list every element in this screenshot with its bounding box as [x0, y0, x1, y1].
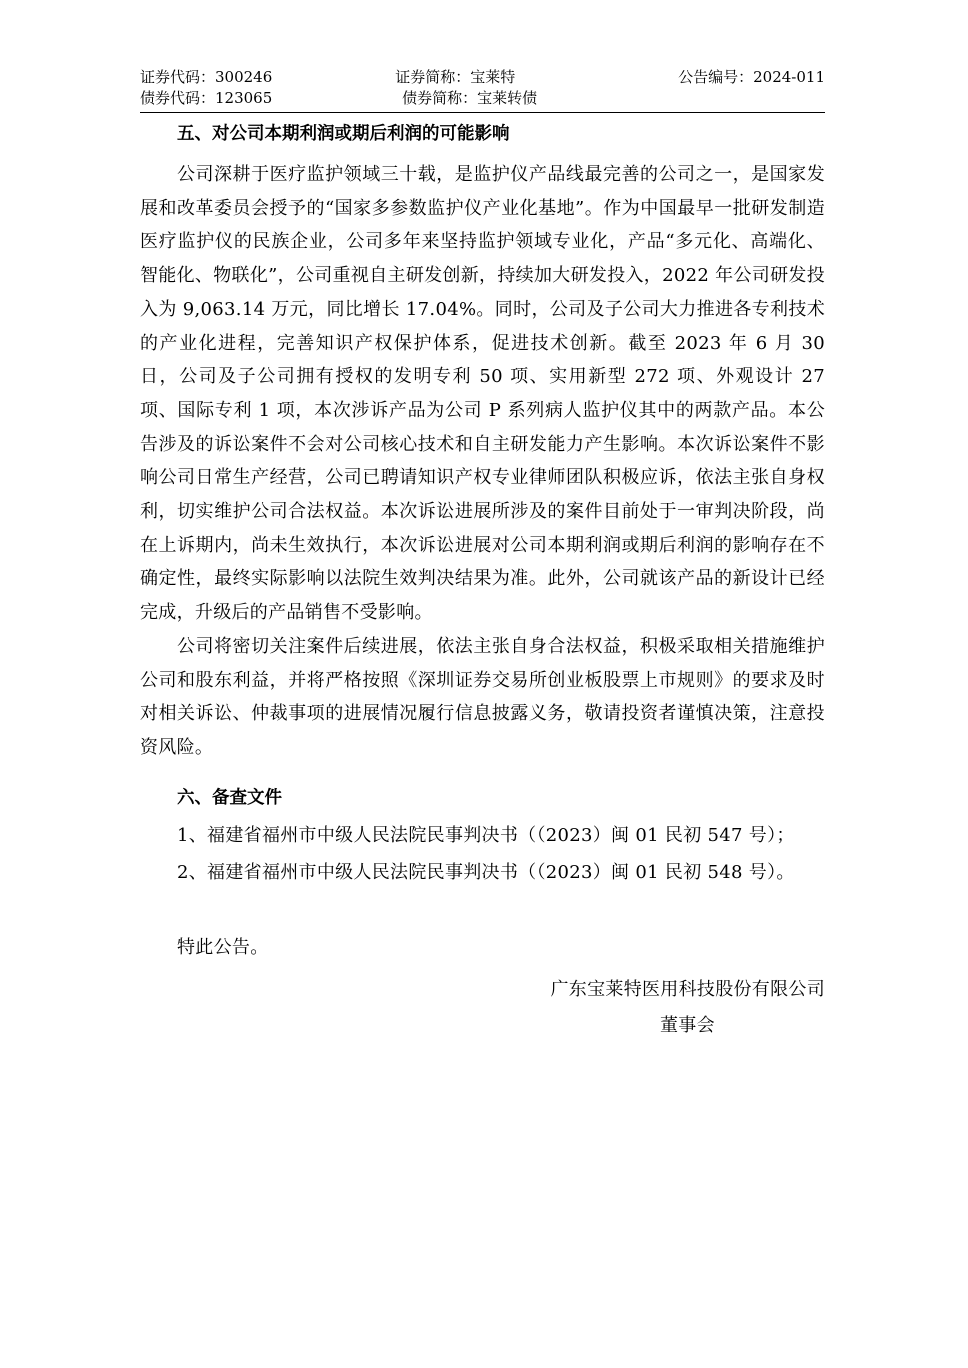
document-header	[140, 67, 825, 109]
stock-name: 证券简称：宝莱特	[395, 68, 516, 86]
closing-text: 特此公告。	[177, 936, 269, 958]
section-6-title: 六、备查文件	[177, 787, 282, 808]
section-5-paragraph-2: 公司将密切关注案件后续进展，依法主张自身合法权益，积极采取相关措施维护公司和股东利益，并将严格按照《深圳证券交易所创业板股票上市规则》的要求及时对相关诉讼、仲裁事项的进展情况履行信息披露义务，敬请投资者谨慎决策，注意投资风险。	[140, 635, 825, 758]
header-spacer	[675, 88, 825, 109]
bond-name: 债券简称：宝莱转债	[402, 89, 538, 107]
stock-code: 证券代码：300246	[140, 68, 273, 86]
bond-code: 债券代码：123065	[140, 89, 273, 107]
reference-item-1: 1、福建省福州市中级人民法院民事判决书（（2023）闽 01 民初 547 号）；	[177, 824, 795, 846]
signature-company: 广东宝莱特医用科技股份有限公司	[550, 978, 825, 1000]
header-row-stock	[140, 67, 825, 88]
notice-number: 公告编号：2024-011	[678, 68, 825, 86]
document-body	[140, 119, 825, 1041]
header-divider	[140, 112, 825, 113]
reference-item-2: 2、福建省福州市中级人民法院民事判决书（（2023）闽 01 民初 548 号）。	[177, 861, 795, 883]
header-row-bond	[140, 88, 825, 109]
section-5-paragraph-1: 公司深耕于医疗监护领域三十载，是监护仪产品线最完善的公司之一，是国家发展和改革委员会授予的“国家多参数监护仪产业化基地”。作为中国最早一批研发制造医疗监护仪的民族企业，公司多年来坚持监护领域专业化，产品“多元化、高端化、智能化、物联化”，公司重视自主研发创新，持续加大研发投入，2022 年公司研发投入为 9,063.14 万元，同比增长 17.04%。同时，公司及子公司大力推进各专利技术的产业化进程，完善知识产权保护体系，促进技术创新。截至 2023 年 6 月 30 日，公司及子公司拥有授权的发明专利 50 项、实用新型 272 项、外观设计 27 项、国际专利 1 项，本次涉诉产品为公司 P 系列病人监护仪其中的两款产品。本公告涉及的诉讼案件不会对公司核心技术和自主研发能力产生影响。本次诉讼案件不影响公司日常生产经营，公司已聘请知识产权专业律师团队积极应诉，依法主张自身权利，切实维护公司合法权益。本次诉讼进展所涉及的案件目前处于一审判决阶段，尚在上诉期内，尚未生效执行，本次诉讼进展对公司本期利润或期后利润的影响存在不确定性，最终实际影响以法院生效判决结果为准。此外，公司就该产品的新设计已经完成，升级后的产品销售不受影响。	[140, 164, 825, 624]
section-5-title: 五、对公司本期利润或期后利润的可能影响	[177, 124, 510, 144]
signature-board: 董事会	[660, 1014, 715, 1036]
